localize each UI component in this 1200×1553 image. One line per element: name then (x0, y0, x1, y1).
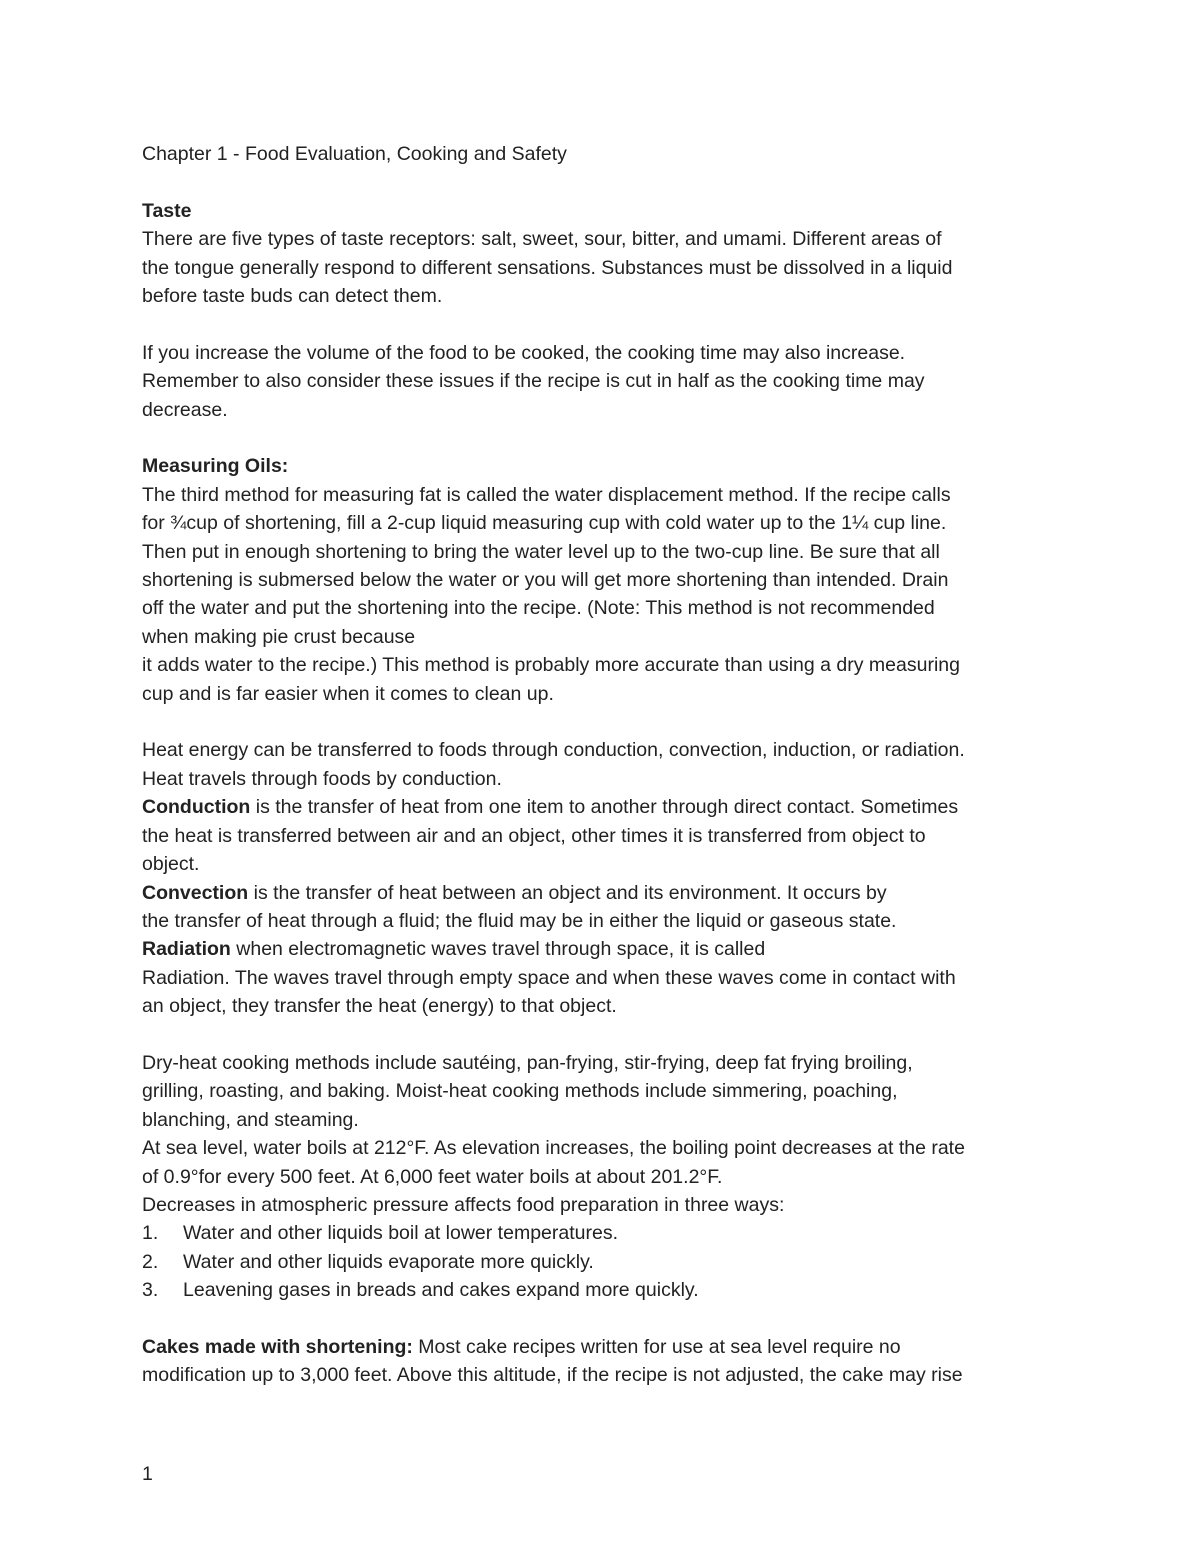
list-item (142, 1276, 1072, 1304)
list-text: Leavening gases in breads and cakes expand more quickly. (183, 1279, 699, 1302)
volume-line: Remember to also consider these issues if the recipe is cut in half as the cooking time may (142, 370, 925, 393)
volume-line: decrease. (142, 398, 228, 421)
methods-line: Decreases in atmospheric pressure affects food preparation in three ways: (142, 1193, 785, 1216)
methods-line: grilling, roasting, and baking. Moist-heat cooking methods include simmering, poaching, (142, 1080, 898, 1103)
measuring-oils-line: when making pie crust because (142, 625, 416, 648)
list-number: 2. (142, 1250, 159, 1273)
cakes-line: modification up to 3,000 feet. Above this altitude, if the recipe is not adjusted, the cake may rise (142, 1364, 963, 1387)
methods-line: At sea level, water boils at 212°F. As elevation increases, the boiling point decreases at the rate (142, 1137, 965, 1160)
section-heading-taste: Taste (142, 199, 192, 222)
measuring-oils-line: for ¾cup of shortening, fill a 2-cup liquid measuring cup with cold water up to the 1¼ cup line. (142, 512, 947, 535)
measuring-oils-line: it adds water to the recipe.) This method is probably more accurate than using a dry measuring (142, 654, 960, 677)
radiation-term: Radiation (142, 938, 231, 961)
heat-line: Heat travels through foods by conduction. (142, 767, 502, 790)
list-item (142, 1248, 1072, 1276)
measuring-oils-line: off the water and put the shortening into the recipe. (Note: This method is not recommended (142, 597, 935, 620)
convection-text: is the transfer of heat between an object and its environment. It occurs by (248, 881, 887, 904)
cakes-term: Cakes made with shortening: (142, 1335, 413, 1358)
page-number: 1 (142, 1463, 153, 1485)
measuring-oils-line: cup and is far easier when it comes to clean up. (142, 682, 554, 705)
spacer (142, 1021, 1072, 1049)
conduction-text: is the transfer of heat from one item to another through direct contact. Sometimes (250, 796, 959, 819)
chapter-title: Chapter 1 - Food Evaluation, Cooking and Safety (142, 143, 567, 165)
spacer (142, 168, 1072, 196)
conduction-line: object. (142, 853, 200, 876)
volume-line: If you increase the volume of the food to be cooked, the cooking time may also increase. (142, 341, 906, 364)
convection-term: Convection (142, 881, 249, 904)
list-number: 3. (142, 1279, 159, 1302)
radiation-line: an object, they transfer the heat (energy) to that object. (142, 995, 617, 1018)
list-text: Water and other liquids evaporate more quickly. (183, 1250, 594, 1273)
section-heading-measuring-oils: Measuring Oils: (142, 455, 289, 478)
conduction-line: the heat is transferred between air and an object, other times it is transferred from object to (142, 824, 926, 847)
list-number: 1. (142, 1222, 159, 1245)
convection-line: the transfer of heat through a fluid; the fluid may be in either the liquid or gaseous state. (142, 909, 897, 932)
methods-line: blanching, and steaming. (142, 1108, 359, 1131)
spacer (142, 1305, 1072, 1333)
taste-line: before taste buds can detect them. (142, 285, 443, 308)
spacer (142, 708, 1072, 736)
methods-line: of 0.9°for every 500 feet. At 6,000 feet water boils at about 201.2°F. (142, 1165, 723, 1188)
measuring-oils-line: Then put in enough shortening to bring the water level up to the two-cup line. Be sure that all (142, 540, 940, 563)
convection-definition (142, 879, 1072, 907)
spacer (142, 424, 1072, 452)
measuring-oils-line: The third method for measuring fat is called the water displacement method. If the recipe calls (142, 483, 951, 506)
conduction-definition (142, 793, 1072, 821)
radiation-text: when electromagnetic waves travel through space, it is called (230, 938, 766, 961)
radiation-definition (142, 935, 1072, 963)
radiation-line: Radiation. The waves travel through empty space and when these waves come in contact with (142, 966, 956, 989)
cakes-definition (142, 1333, 1072, 1361)
methods-line: Dry-heat cooking methods include sautéing, pan-frying, stir-frying, deep fat frying broiling, (142, 1051, 913, 1074)
cakes-text: Most cake recipes written for use at sea level require no (412, 1335, 901, 1358)
document-body (142, 140, 1072, 1390)
measuring-oils-line: shortening is submersed below the water or you will get more shortening than intended. Drain (142, 569, 949, 592)
list-item (142, 1219, 1072, 1247)
heat-line: Heat energy can be transferred to foods through conduction, convection, induction, or radiation. (142, 739, 965, 762)
taste-line: There are five types of taste receptors: salt, sweet, sour, bitter, and umami. Different areas of (142, 228, 942, 251)
spacer (142, 310, 1072, 338)
taste-line: the tongue generally respond to different sensations. Substances must be dissolved in a liquid (142, 256, 953, 279)
list-text: Water and other liquids boil at lower temperatures. (183, 1222, 618, 1245)
conduction-term: Conduction (142, 796, 251, 819)
